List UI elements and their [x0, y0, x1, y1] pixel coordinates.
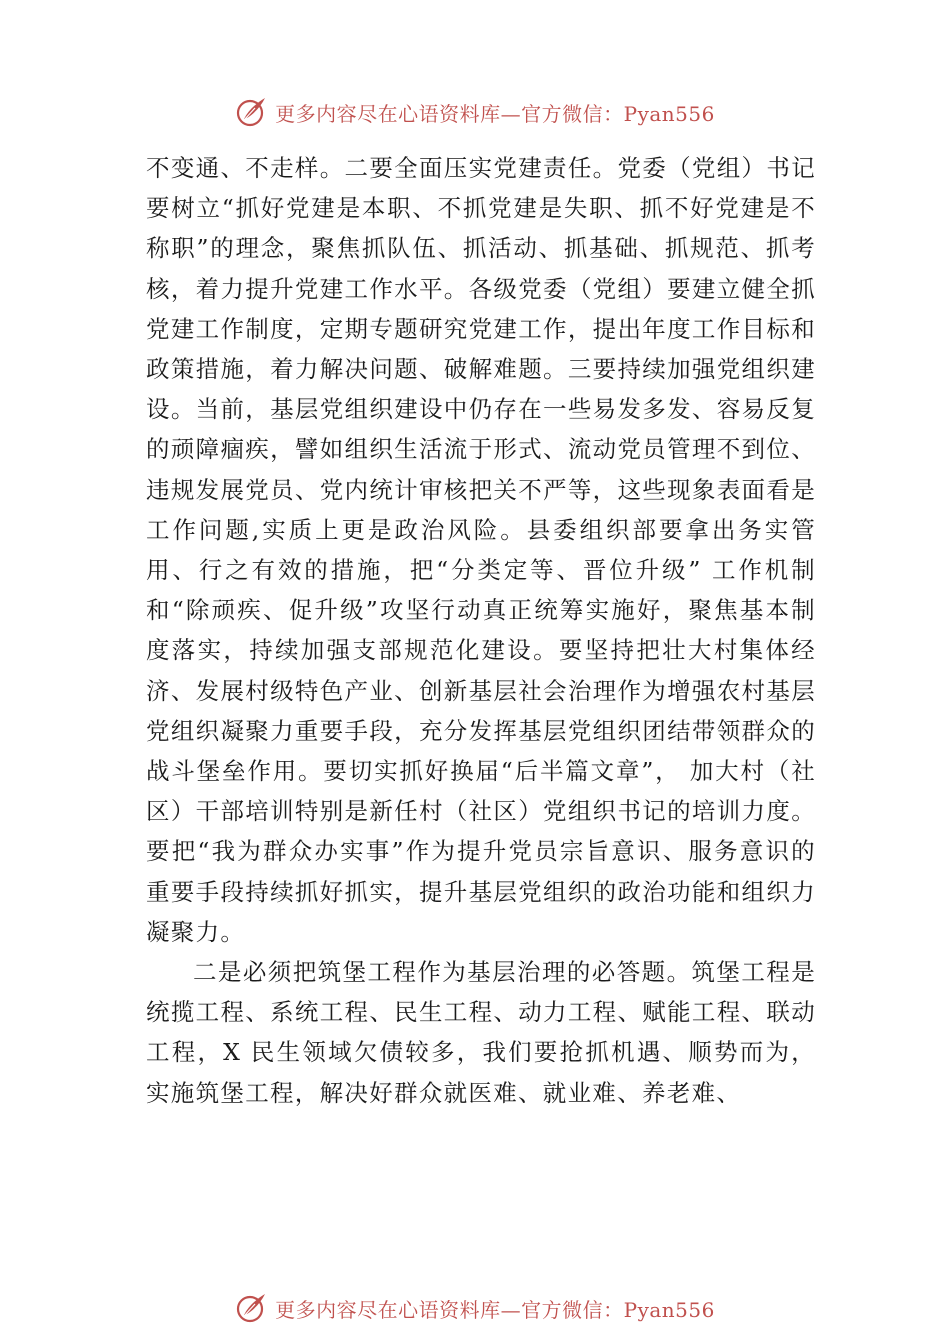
watermark-text: 更多内容尽在心语资料库—官方微信：Pyan556: [275, 101, 715, 126]
quill-pen-logo-icon: [235, 1291, 269, 1325]
document-body: [146, 148, 816, 1113]
footer-watermark: [0, 1288, 950, 1328]
header-watermark: [0, 92, 950, 132]
paragraph-2: 二是必须把筑堡工程作为基层治理的必答题。筑堡工程是统揽工程、系统工程、民生工程、动力工程、赋能工程、联动工程，X 民生领域欠债较多，我们要抢抓机遇、顺势而为，实施筑堡工程，解决好群众就医难、就业难、养老难、: [146, 958, 816, 1107]
watermark-text: 更多内容尽在心语资料库—官方微信：Pyan556: [275, 1297, 715, 1322]
paragraph-1: 不变通、不走样。二要全面压实党建责任。党委（党组）书记要树立“抓好党建是本职、不抓党建是失职、抓不好党建是不称职”的理念，聚焦抓队伍、抓活动、抓基础、抓规范、抓考核，着力提升党建工作水平。各级党委（党组）要建立健全抓党建工作制度，定期专题研究党建工作，提出年度工作目标和政策措施，着力解决问题、破解难题。三要持续加强党组织建设。当前，基层党组织建设中仍存在一些易发多发、容易反复的顽障痼疾，譬如组织生活流于形式、流动党员管理不到位、违规发展党员、党内统计审核把关不严等，这些现象表面看是工作问题,实质上更是政治风险。县委组织部要拿出务实管用、行之有效的措施，把“分类定等、晋位升级” 工作机制和“除顽疾、促升级”攻坚行动真正统筹实施好，聚焦基本制度落实，持续加强支部规范化建设。要坚持把壮大村集体经济、发展村级特色产业、创新基层社会治理作为增强农村基层党组织凝聚力重要手段，充分发挥基层党组织团结带领群众的战斗堡垒作用。要切实抓好换届“后半篇文章”， 加大村（社区）干部培训特别是新任村（社区）党组织书记的培训力度。要把“我为群众办实事”作为提升党员宗旨意识、服务意识的重要手段持续抓好抓实，提升基层党组织的政治功能和组织力凝聚力。: [146, 154, 816, 946]
quill-pen-logo-icon: [235, 95, 269, 129]
